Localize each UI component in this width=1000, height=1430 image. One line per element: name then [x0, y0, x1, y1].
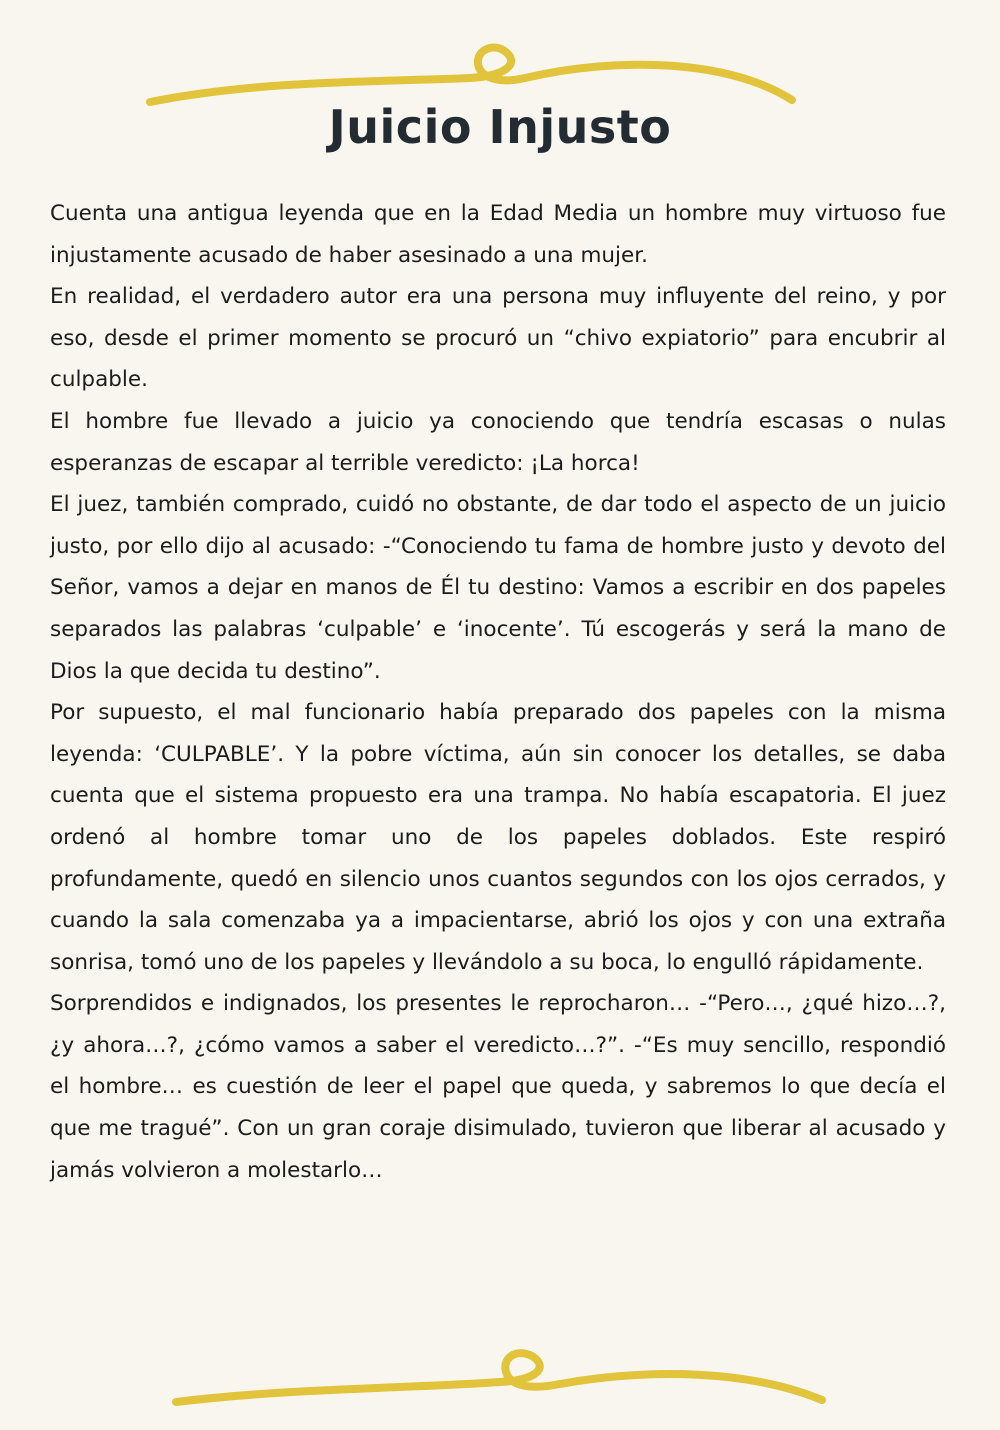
story-paragraph: Cuenta una antigua leyenda que en la Edad Media un hombre muy virtuoso fue injustamente acusado de haber asesinado a una mujer.: [50, 201, 946, 268]
bottom-swirl-stroke: [176, 1353, 822, 1402]
bottom-decorative-swirl: [0, 1330, 1000, 1430]
story-paragraph: El hombre fue llevado a juicio ya conociendo que tendría escasas o nulas esperanzas de escapar al terrible veredicto: ¡La horca!: [50, 408, 946, 476]
story-body: [50, 193, 946, 1191]
story-paragraph: El juez, también comprado, cuidó no obstante, de dar todo el aspecto de un juicio justo, por ello dijo al acusado: -“Conociendo tu fama de hombre justo y devoto del Señor, vamos a dejar en manos de Él tu destino: Vamos a escribir en dos papeles separados las palabras ‘culpable’ e ‘inocente’. Tú escogerás y será la mano de Dios la que decida tu destino”.: [50, 492, 946, 684]
story-paragraph: En realidad, el verdadero autor era una persona muy influyente del reino, y por eso, desde el primer momento se procuró un “chivo expiatorio” para encubrir al culpable.: [50, 284, 946, 393]
story-paragraph: Por supuesto, el mal funcionario había preparado dos papeles con la misma leyenda: ‘CULPABLE’. Y la pobre víctima, aún sin conocer los detalles, se daba cuenta que el sistema propuesto era una trampa. No había escapatoria. El juez ordenó al hombre tomar uno de los papeles doblados. Este respiró profundamente, quedó en silencio unos cuantos segundos con los ojos cerrados, y cuando la sala comenzaba ya a impacientarse, abrió los ojos y con una extraña sonrisa, tomó uno de los papeles y llevándolo a su boca, lo engulló rápidamente.: [50, 700, 946, 975]
page-title: Juicio Injusto: [328, 100, 672, 154]
top-swirl-stroke: [150, 48, 792, 102]
story-paragraph: Sorprendidos e indignados, los presentes le reprocharon… -“Pero…, ¿qué hizo…?, ¿y ahora…?, ¿cómo vamos a saber el veredicto…?”. -“Es muy sencillo, respondió el hombre… es cuestión de leer el papel que queda, y sabremos lo que decía el que me tragué”. Con un gran coraje disimulado, tuvieron que liberar al acusado y jamás volvieron a molestarlo…: [50, 991, 946, 1183]
